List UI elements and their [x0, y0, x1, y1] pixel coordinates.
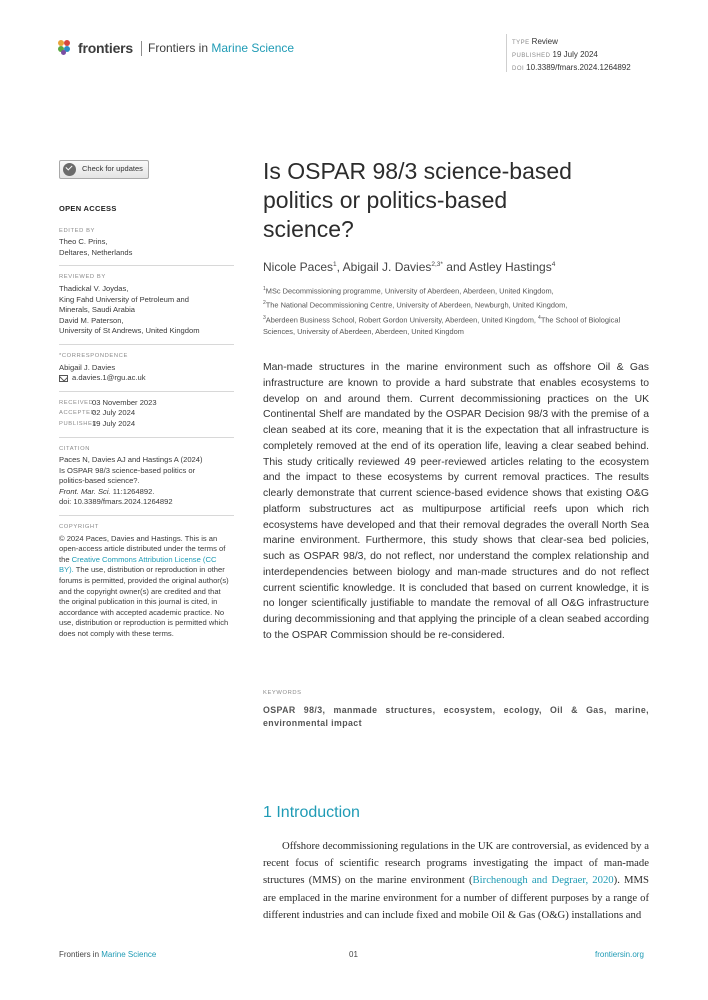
sidebar — [59, 160, 234, 640]
author-name: Abigail J. Davies — [342, 260, 432, 274]
meta-doi: DOI 10.3389/fmars.2024.1264892 — [512, 63, 631, 72]
correspondence-email[interactable]: a.davies.1@rgu.ac.uk — [72, 373, 146, 383]
page-number: 01 — [349, 950, 358, 959]
mail-icon — [59, 375, 68, 382]
author-name: Astley Hastings — [469, 260, 552, 274]
meta-type: TYPE Review — [512, 37, 558, 46]
cc-license-link[interactable]: Creative Commons Attribution License (CC BY). — [59, 554, 217, 575]
divider — [59, 391, 234, 392]
divider — [59, 265, 234, 266]
citation-section: CITATION Paces N, Davies AJ and Hastings A (2024) Is OSPAR 98/3 science-based politics or politics-based science?. Front. Mar. Sci. 11:1264892. doi: 10.3389/fmars.2024.1264892 — [59, 445, 203, 507]
article-meta — [512, 36, 631, 75]
meta-published: PUBLISHED 19 July 2024 — [512, 50, 598, 59]
journal-name: Frontiers in Marine Science — [148, 41, 295, 55]
brand-divider — [141, 41, 142, 56]
divider — [59, 344, 234, 345]
frontiers-logo[interactable] — [58, 40, 294, 56]
author-name: Nicole Paces — [263, 260, 334, 274]
correspondence-section: *CORRESPONDENCE Abigail J. Davies a.davies.1@rgu.ac.uk — [59, 352, 146, 383]
citation-link[interactable]: Birchenough and Degraer, 2020 — [472, 874, 614, 887]
meta-divider — [506, 34, 507, 72]
frontiers-logo-icon — [58, 40, 74, 56]
copyright-section: COPYRIGHT © 2024 Paces, Davies and Hastings. This is an open-access article distributed under the terms of the Creative Commons Attribution License (CC BY). The use, distribution or reproduction in other forums is permitted, provided the original author(s) and the copyright owner(s) are credited and that the original publication in this journal is cited, in accordance with accepted academic practice. No use, distribution or reproduction is permitted which does not comply with these terms. — [59, 524, 229, 638]
keywords: OSPAR 98/3, manmade structures, ecosystem, ecology, Oil & Gas, marine, environmental impact — [263, 705, 649, 728]
affiliations: $^1$MSc Decommissioning programme, University of Aberdeen, Aberdeen, United Kingdom, $^2$The National Decommissioning Centre, University of Aberdeen, Newburgh, United Kingdom, $^3$Aberdeen Business School, Robert Gordon University, Aberdeen, United Kingdom, $^4$The School of Biological Sciences, University of Aberdeen, Aberdeen, United Kingdom — [263, 286, 621, 337]
author-list: Nicole Paces$^1$, Abigail J. Davies$^{2,3*}$ and Astley Hastings$^4$ — [263, 260, 556, 274]
check-updates-button[interactable]: Check for updates — [59, 160, 149, 179]
divider — [59, 515, 234, 516]
footer-site-link[interactable]: frontiersin.org — [595, 950, 644, 959]
brand-name: frontiers — [78, 40, 133, 56]
section-heading: 1 Introduction — [263, 804, 360, 821]
intro-paragraph: Offshore decommissioning regulations in the UK are controversial, as evidenced by a recent focus of scientific research programs investigating the impact of man-made structures (MMS) on the marine environment (Birchenough and Degraer, 2020). MMS are emplaced in the marine environment for a number of different purposes by a range of different industries and can include fixed and mobile Oil & Gas (O&G) installations and — [263, 840, 649, 921]
open-access-label: OPEN ACCESS — [59, 204, 117, 213]
check-icon — [63, 163, 76, 176]
edited-by-section: EDITED BY Theo C. Prins, Deltares, Netherlands — [59, 227, 133, 257]
dates-section: RECEIVED 03 November 2023 ACCEPTED 02 July 2024 PUBLISHED 19 July 2024 — [59, 397, 157, 428]
abstract: Man-made structures in the marine environment such as offshore Oil & Gas infrastructure are known to provide a hard substrate that enables ecosystems to develop on and around them. Current decommissioning practices on the UK Continental Shelf are mandated by the OSPAR Decision 98/3 with the premise of a clean seabed at its core, meaning that it is the expectation that all infrastructure is completely removed at the end of its operation life, leaving a clear seabed behind. This study critically reviewed 49 peer-reviewed articles relating to the ecosystem and the impact to these ecosystems by current removal practices. The results clearly demonstrate that current science-based evidence shows that existing O&G platform substructures act as multipurpose artificial reefs upon which rich ecosystems have developed and that their removal degrades the overall North Sea marine environment. Furthermore, this study shows that clear-sea bed policies, such as OSPAR 98/3, do not reflect, nor understand the complex relationship and interdependencies between biology and man-made structures and do not reflect current scientific knowledge. It is concluded that based on current knowledge, it is no longer scientifically justifiable to mandate the removal of all O&G infrastructure during decommissioning and that applying the principle of a clean seabed according to the OSPAR Commission should be re-considered. — [263, 362, 649, 641]
reviewed-by-section: REVIEWED BY Thadickal V. Joydas, King Fahd University of Petroleum and Minerals, Saudi Arabia David M. Paterson, University of St Andrews, United Kingdom — [59, 274, 200, 336]
divider — [59, 437, 234, 438]
keywords-label: KEYWORDS — [263, 690, 302, 696]
footer-journal: Frontiers in Marine Science — [59, 950, 157, 959]
article-title: Is OSPAR 98/3 science-based politics or politics-based science? — [263, 158, 572, 242]
